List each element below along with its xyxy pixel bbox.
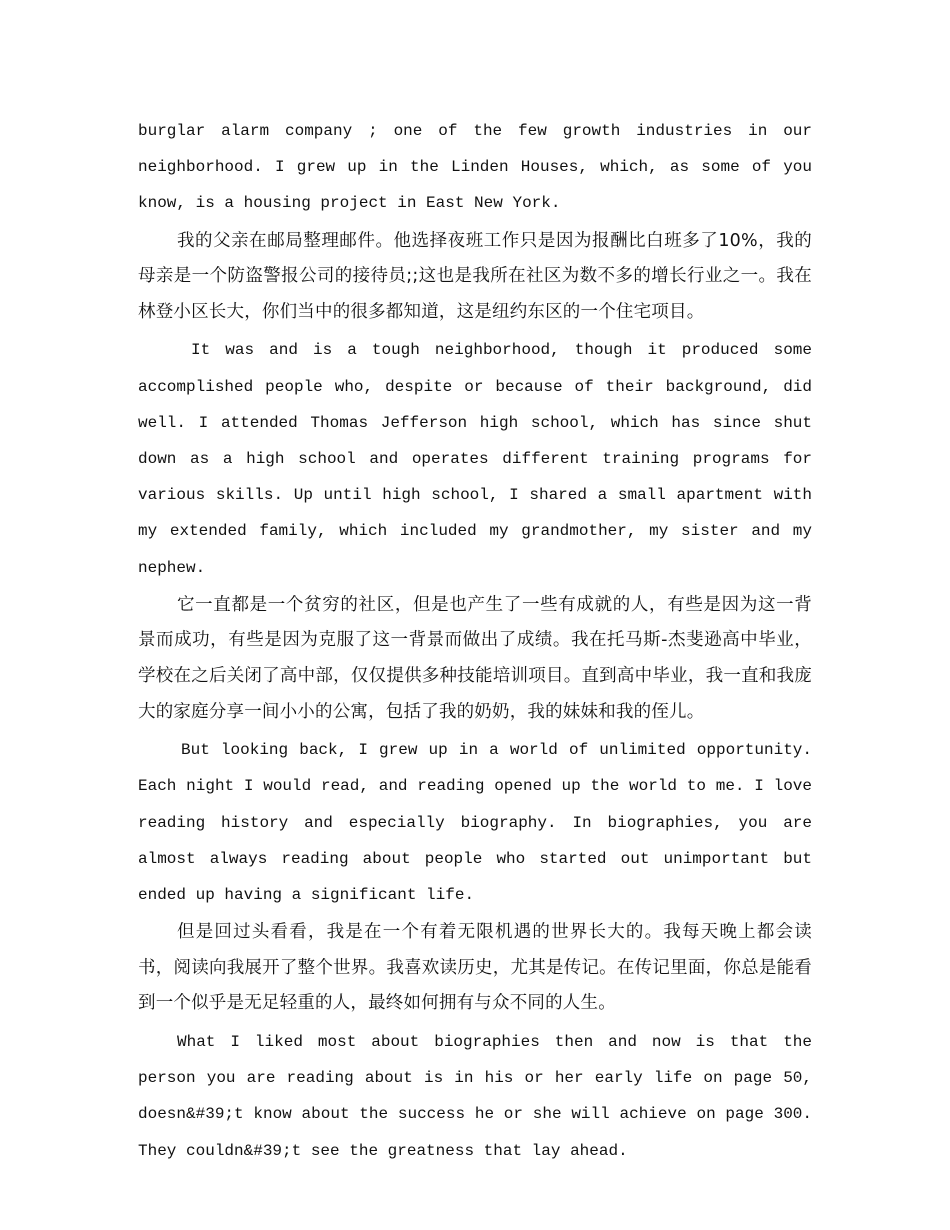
- paragraph-en-3: But looking back, I grew up in a world of unlimited opportunity. Each night I would read, and reading opened up the world to me. I love reading history and especially biography. In biographies, you are almost always reading about people who started out unimportant but ended up having a significant life.: [138, 741, 812, 904]
- paragraph-zh-2: 它一直都是一个贫穷的社区，但是也产生了一些有成就的人，有些是因为这一背景而成功，有些是因为克服了这一背景而做出了成绩。我在托马斯-杰斐逊高中毕业，学校在之后关闭了高中部，仅仅提供多种技能培训项目。直到高中毕业，我一直和我庞大的家庭分享一间小小的公寓，包括了我的奶奶，我的妹妹和我的侄儿。: [138, 594, 812, 722]
- paragraph-zh-3: 但是回过头看看，我是在一个有着无限机遇的世界长大的。我每天晚上都会读书，阅读向我展开了整个世界。我喜欢读历史，尤其是传记。在传记里面，你总是能看到一个似乎是无足轻重的人，最终如何拥有与众不同的人生。: [138, 922, 812, 1014]
- paragraph-en-1: burglar alarm company ; one of the few growth industries in our neighborhood. I grew up in the Linden Houses, which, as some of you know, is a housing project in East New York.: [138, 122, 812, 213]
- paragraph-en-2: It was and is a tough neighborhood, though it produced some accomplished people who, despite or because of their background, did well. I attended Thomas Jefferson high school, which has since shut down as a high school and operates different training programs for various skills. Up until high school, I shared a small apartment with my extended family, which included my grandmother, my sister and my nephew.: [138, 341, 812, 577]
- paragraph-en-4: What I liked most about biographies then and now is that the person you are reading about is in his or her early life on page 50, doesn&#39;t know about the success he or she will achieve on page 300. They couldn&#39;t see the greatness that lay ahead.: [138, 1032, 812, 1160]
- document-body: [138, 113, 812, 1169]
- paragraph-zh-1: 我的父亲在邮局整理邮件。他选择夜班工作只是因为报酬比白班多了10%，我的母亲是一个防盗警报公司的接待员;;这也是我所在社区为数不多的增长行业之一。我在林登小区长大，你们当中的很多都知道，这是纽约东区的一个住宅项目。: [138, 230, 812, 322]
